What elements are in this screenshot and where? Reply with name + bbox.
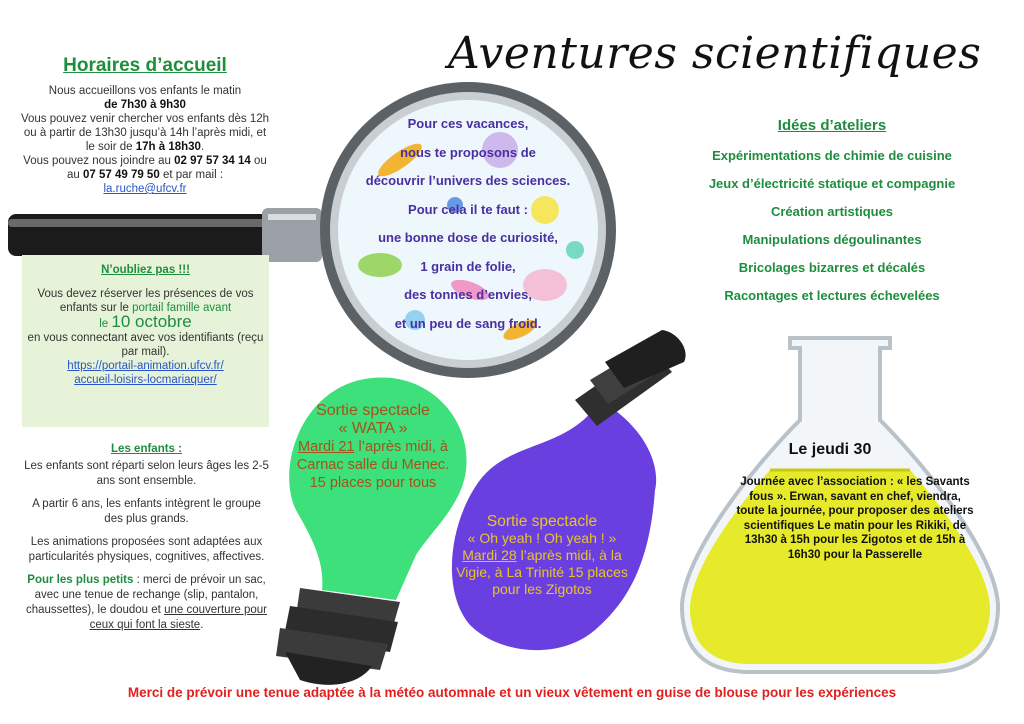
- show-wata: [292, 402, 454, 492]
- intro-line: Pour ces vacances,: [407, 116, 529, 131]
- intro-line: découvrir l’univers des sciences.: [365, 173, 571, 188]
- kids-heading: Les enfants :: [111, 443, 182, 455]
- ideas-heading: Idées d’ateliers: [777, 117, 887, 134]
- kids-section: [24, 442, 269, 641]
- show-name: « Oh yeah ! Oh yeah ! »: [467, 530, 617, 546]
- kids-para-4: Pour les plus petits : merci de prévoir un sac, avec une tenue de rechange (slip, pantalon, chaussettes), le doudou et une couverture pour ceux qui font la sieste.: [25, 574, 268, 631]
- kids-para-2: A partir 6 ans, les enfants intègrent le groupe des plus grands.: [32, 498, 261, 525]
- hours-morning: Nous accueillons vos enfants le matin de 7h30 à 9h30: [48, 85, 242, 111]
- idea-item: Création artistiques: [770, 204, 894, 219]
- kids-para-3: Les animations proposées sont adaptées aux particularités physiques, cognitives, affectives.: [28, 536, 265, 563]
- hours-heading: Horaires d’accueil: [63, 55, 227, 76]
- idea-item: Expérimentations de chimie de cuisine: [712, 148, 952, 163]
- intro-line: nous te proposons de: [400, 144, 536, 160]
- hours-contact: Vous pouvez nous joindre au 02 97 57 34 14 ou au 07 57 49 79 50 et par mail :: [23, 155, 267, 181]
- ideas-section: [672, 117, 992, 316]
- thursday-heading: Le jeudi 30: [788, 441, 872, 458]
- reminder-text: Vous devez réserver les présences de vos enfants sur le portail famille avant: [37, 288, 254, 314]
- intro-line: et un peu de sang froid.: [394, 315, 542, 331]
- page-title: Aventures scientifiques: [448, 28, 982, 79]
- footer-note: Merci de prévoir une tenue adaptée à la météo automnale et un vieux vêtement en guise de blouse pour les expériences: [127, 685, 897, 700]
- reminder-heading: N’oubliez pas !!!: [101, 264, 190, 276]
- intro-line: des tonnes d’envies,: [404, 287, 532, 302]
- reminder-deadline: le 10 octobre: [99, 312, 192, 331]
- show-title: Sortie spectacle: [486, 513, 598, 530]
- purple-bulb-icon: [452, 330, 686, 650]
- intro-line: 1 grain de folie,: [420, 258, 516, 274]
- show-details: Mardi 21 l’après midi, à Carnac salle du Menec. 15 places pour tous: [296, 439, 450, 491]
- show-oh-yeah: [452, 513, 632, 598]
- idea-item: Manipulations dégoulinantes: [742, 232, 922, 247]
- thursday-text: Journée avec l’association : « les Savants fous ». Erwan, savant en chef, viendra, toute la journée, pour proposer des ateliers scientifiques Le matin pour les Rikiki, de 13h30 à 15h pour les Zigotos et de 15h à 16h30 pour la Passerelle: [736, 476, 974, 561]
- intro-text: [318, 110, 618, 338]
- kids-para-1: Les enfants sont réparti selon leurs âges les 2-5 ans sont ensemble.: [24, 460, 269, 487]
- reminder-login: en vous connectant avec vos identifiants (reçu par mail).: [27, 332, 264, 358]
- email-link[interactable]: la.ruche@ufcv.fr: [103, 183, 187, 195]
- hours-section: [20, 54, 270, 196]
- idea-item: Jeux d’électricité statique et compagnie: [708, 176, 956, 191]
- show-name: « WATA »: [338, 420, 408, 437]
- idea-item: Racontages et lectures échevelées: [724, 288, 940, 303]
- intro-line: Pour cela il te faut :: [408, 201, 528, 217]
- reminder-box: [22, 255, 269, 427]
- portal-link[interactable]: https://portail-animation.ufcv.fr/ accueil-loisirs-locmariaquer/: [67, 360, 224, 386]
- show-title: Sortie spectacle: [316, 402, 430, 419]
- idea-item: Bricolages bizarres et décalés: [738, 260, 926, 275]
- hours-evening: Vous pouvez venir chercher vos enfants dès 12h ou à partir de 13h30 jusqu’à 14h l’après midi, et le soir de 17h à 18h30.: [20, 113, 270, 153]
- intro-line: une bonne dose de curiosité,: [378, 230, 558, 245]
- show-details: Mardi 28 l’après midi, à la Vigie, à La Trinité 15 places pour les Zigotos: [456, 547, 628, 597]
